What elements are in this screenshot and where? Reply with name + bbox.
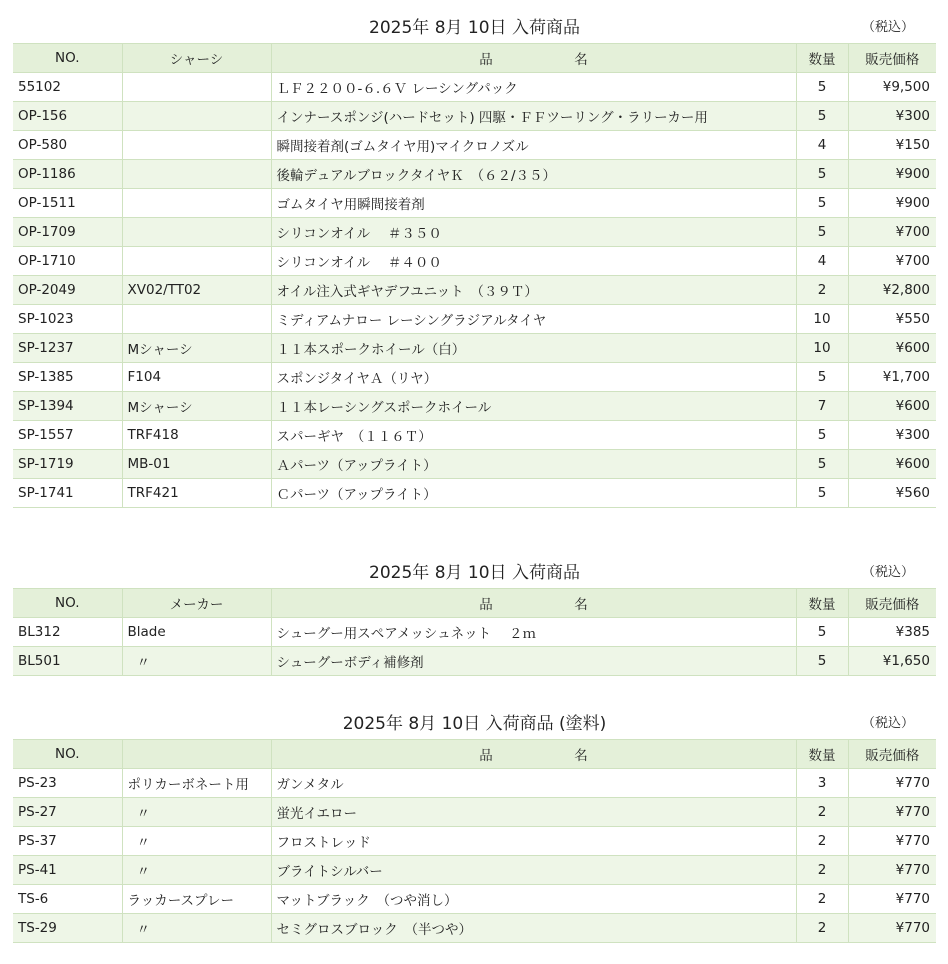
quantity-cell: 5 — [796, 450, 848, 479]
item-number-cell: TS-6 — [13, 885, 122, 914]
header-price: 販売価格 — [848, 589, 936, 618]
table-row — [13, 189, 936, 218]
product-name-cell: フロストレッド — [271, 827, 796, 856]
section-title: 2025年 8月 10日 入荷商品 (塗料) — [342, 714, 607, 734]
quantity-cell: 2 — [796, 914, 848, 943]
product-name-cell: ブライトシルバー — [271, 856, 796, 885]
item-number-cell: BL312 — [13, 618, 122, 647]
quantity-cell: 2 — [796, 827, 848, 856]
section-title: 2025年 8月 10日 入荷商品 — [369, 18, 580, 38]
table-row — [13, 618, 936, 647]
quantity-cell: 10 — [796, 334, 848, 363]
category-cell: 〃 — [122, 798, 271, 827]
category-cell: Mシャーシ — [122, 334, 271, 363]
table-row — [13, 856, 936, 885]
tax-note: （税込） — [861, 20, 914, 35]
header-maker: メーカー — [122, 589, 271, 618]
item-number-cell: BL501 — [13, 647, 122, 676]
price-cell: ¥600 — [848, 450, 936, 479]
table-row — [13, 421, 936, 450]
header-quantity: 数量 — [796, 589, 848, 618]
price-cell: ¥385 — [848, 618, 936, 647]
category-cell: 〃 — [122, 914, 271, 943]
price-cell: ¥150 — [848, 131, 936, 160]
table-header-row — [13, 589, 936, 618]
price-cell: ¥700 — [848, 218, 936, 247]
item-number-cell: SP-1557 — [13, 421, 122, 450]
table-row — [13, 392, 936, 421]
price-cell: ¥600 — [848, 334, 936, 363]
price-cell: ¥2,800 — [848, 276, 936, 305]
tax-note: （税込） — [861, 716, 914, 731]
table-row — [13, 914, 936, 943]
product-name-cell: スパーギヤ （１１６Ｔ） — [271, 421, 796, 450]
price-cell: ¥900 — [848, 189, 936, 218]
header-product-name — [271, 740, 796, 769]
product-name-cell: ガンメタル — [271, 769, 796, 798]
table-header-row — [13, 44, 936, 73]
header-product-name — [271, 589, 796, 618]
tax-note: （税込） — [861, 565, 914, 580]
header-chassis: シャーシ — [122, 44, 271, 73]
arrivals-section-paint — [13, 709, 936, 943]
table-row — [13, 247, 936, 276]
category-cell: 〃 — [122, 827, 271, 856]
price-cell: ¥300 — [848, 102, 936, 131]
product-name-cell: インナースポンジ(ハードセット) 四駆・ＦＦツーリング・ラリーカー用 — [271, 102, 796, 131]
table-row — [13, 305, 936, 334]
quantity-cell: 5 — [796, 647, 848, 676]
item-number-cell: SP-1719 — [13, 450, 122, 479]
arrivals-table — [13, 43, 936, 508]
header-price: 販売価格 — [848, 740, 936, 769]
product-name-cell: スポンジタイヤＡ（リヤ） — [271, 363, 796, 392]
quantity-cell: 5 — [796, 73, 848, 102]
price-cell: ¥770 — [848, 798, 936, 827]
category-cell: ラッカースプレー — [122, 885, 271, 914]
arrivals-section-chassis — [13, 13, 936, 508]
header-name-part-2: 名 — [574, 748, 588, 764]
product-name-cell: オイル注入式ギヤデフユニット （３９Ｔ） — [271, 276, 796, 305]
product-name-cell: １１本レーシングスポークホイール — [271, 392, 796, 421]
item-number-cell: OP-1709 — [13, 218, 122, 247]
item-number-cell: PS-23 — [13, 769, 122, 798]
table-row — [13, 769, 936, 798]
category-cell: MB-01 — [122, 450, 271, 479]
category-cell: 〃 — [122, 647, 271, 676]
quantity-cell: 5 — [796, 479, 848, 508]
quantity-cell: 2 — [796, 856, 848, 885]
price-cell: ¥770 — [848, 769, 936, 798]
quantity-cell: 4 — [796, 247, 848, 276]
header-quantity: 数量 — [796, 44, 848, 73]
item-number-cell: 55102 — [13, 73, 122, 102]
category-cell — [122, 160, 271, 189]
header-name-part-2: 名 — [574, 52, 588, 68]
quantity-cell: 5 — [796, 160, 848, 189]
table-row — [13, 334, 936, 363]
arrivals-table — [13, 739, 936, 943]
quantity-cell: 5 — [796, 618, 848, 647]
quantity-cell: 10 — [796, 305, 848, 334]
category-cell: Blade — [122, 618, 271, 647]
category-cell — [122, 247, 271, 276]
item-number-cell: OP-1710 — [13, 247, 122, 276]
category-cell — [122, 218, 271, 247]
item-number-cell: OP-2049 — [13, 276, 122, 305]
product-name-cell: 瞬間接着剤(ゴムタイヤ用)マイクロノズル — [271, 131, 796, 160]
product-name-cell: ＬＦ２２００-６.６Ｖ レーシングパック — [271, 73, 796, 102]
category-cell: TRF418 — [122, 421, 271, 450]
header-no: NO. — [13, 44, 122, 73]
price-cell: ¥770 — [848, 914, 936, 943]
product-name-cell: シリコンオイル ＃３５０ — [271, 218, 796, 247]
header-no: NO. — [13, 740, 122, 769]
item-number-cell: OP-156 — [13, 102, 122, 131]
item-number-cell: SP-1385 — [13, 363, 122, 392]
price-cell: ¥700 — [848, 247, 936, 276]
item-number-cell: OP-1511 — [13, 189, 122, 218]
price-cell: ¥1,650 — [848, 647, 936, 676]
header-no: NO. — [13, 589, 122, 618]
quantity-cell: 2 — [796, 885, 848, 914]
section-title: 2025年 8月 10日 入荷商品 — [369, 563, 580, 583]
table-row — [13, 73, 936, 102]
category-cell — [122, 102, 271, 131]
category-cell: F104 — [122, 363, 271, 392]
table-row — [13, 647, 936, 676]
category-cell — [122, 305, 271, 334]
item-number-cell: OP-580 — [13, 131, 122, 160]
table-row — [13, 131, 936, 160]
price-cell: ¥1,700 — [848, 363, 936, 392]
quantity-cell: 4 — [796, 131, 848, 160]
product-name-cell: シューグーボディ補修剤 — [271, 647, 796, 676]
item-number-cell: SP-1237 — [13, 334, 122, 363]
quantity-cell: 5 — [796, 189, 848, 218]
price-cell: ¥9,500 — [848, 73, 936, 102]
quantity-cell: 7 — [796, 392, 848, 421]
table-row — [13, 798, 936, 827]
arrivals-section-maker — [13, 558, 936, 676]
quantity-cell: 2 — [796, 798, 848, 827]
item-number-cell: SP-1394 — [13, 392, 122, 421]
category-cell: ポリカーボネート用 — [122, 769, 271, 798]
item-number-cell: SP-1741 — [13, 479, 122, 508]
item-number-cell: OP-1186 — [13, 160, 122, 189]
product-name-cell: 蛍光イエロー — [271, 798, 796, 827]
table-row — [13, 218, 936, 247]
table-row — [13, 450, 936, 479]
item-number-cell: TS-29 — [13, 914, 122, 943]
product-name-cell: ミディアムナロー レーシングラジアルタイヤ — [271, 305, 796, 334]
product-name-cell: Ａパーツ（アップライト） — [271, 450, 796, 479]
product-name-cell: セミグロスブロック （半つや） — [271, 914, 796, 943]
header-name-part-1: 品 — [479, 748, 493, 764]
header-quantity: 数量 — [796, 740, 848, 769]
quantity-cell: 5 — [796, 363, 848, 392]
quantity-cell: 5 — [796, 102, 848, 131]
category-cell — [122, 131, 271, 160]
price-cell: ¥600 — [848, 392, 936, 421]
quantity-cell: 5 — [796, 218, 848, 247]
quantity-cell: 5 — [796, 421, 848, 450]
table-row — [13, 827, 936, 856]
table-header-row — [13, 740, 936, 769]
price-cell: ¥770 — [848, 856, 936, 885]
category-cell — [122, 189, 271, 218]
table-row — [13, 885, 936, 914]
item-number-cell: PS-41 — [13, 856, 122, 885]
product-name-cell: １１本スポークホイール（白） — [271, 334, 796, 363]
quantity-cell: 3 — [796, 769, 848, 798]
item-number-cell: PS-27 — [13, 798, 122, 827]
quantity-cell: 2 — [796, 276, 848, 305]
header-name-part-1: 品 — [479, 597, 493, 613]
category-cell: 〃 — [122, 856, 271, 885]
category-cell: TRF421 — [122, 479, 271, 508]
price-cell: ¥770 — [848, 885, 936, 914]
category-cell: XV02/TT02 — [122, 276, 271, 305]
category-cell — [122, 73, 271, 102]
header-product-name — [271, 44, 796, 73]
table-row — [13, 479, 936, 508]
category-cell: Mシャーシ — [122, 392, 271, 421]
item-number-cell: PS-37 — [13, 827, 122, 856]
table-row — [13, 363, 936, 392]
product-name-cell: Ｃパーツ（アップライト） — [271, 479, 796, 508]
header-name-part-2: 名 — [574, 597, 588, 613]
arrivals-table — [13, 588, 936, 676]
price-cell: ¥300 — [848, 421, 936, 450]
product-name-cell: マットブラック （つや消し） — [271, 885, 796, 914]
product-name-cell: シューグー用スペアメッシュネット ２ｍ — [271, 618, 796, 647]
product-name-cell: 後輪デュアルブロックタイヤＫ （６２/３５） — [271, 160, 796, 189]
item-number-cell: SP-1023 — [13, 305, 122, 334]
price-cell: ¥560 — [848, 479, 936, 508]
header-price: 販売価格 — [848, 44, 936, 73]
header-name-part-1: 品 — [479, 52, 493, 68]
price-cell: ¥900 — [848, 160, 936, 189]
header-category — [122, 740, 271, 769]
product-name-cell: ゴムタイヤ用瞬間接着剤 — [271, 189, 796, 218]
table-row — [13, 160, 936, 189]
price-cell: ¥770 — [848, 827, 936, 856]
table-row — [13, 276, 936, 305]
price-cell: ¥550 — [848, 305, 936, 334]
product-name-cell: シリコンオイル ＃４００ — [271, 247, 796, 276]
table-row — [13, 102, 936, 131]
